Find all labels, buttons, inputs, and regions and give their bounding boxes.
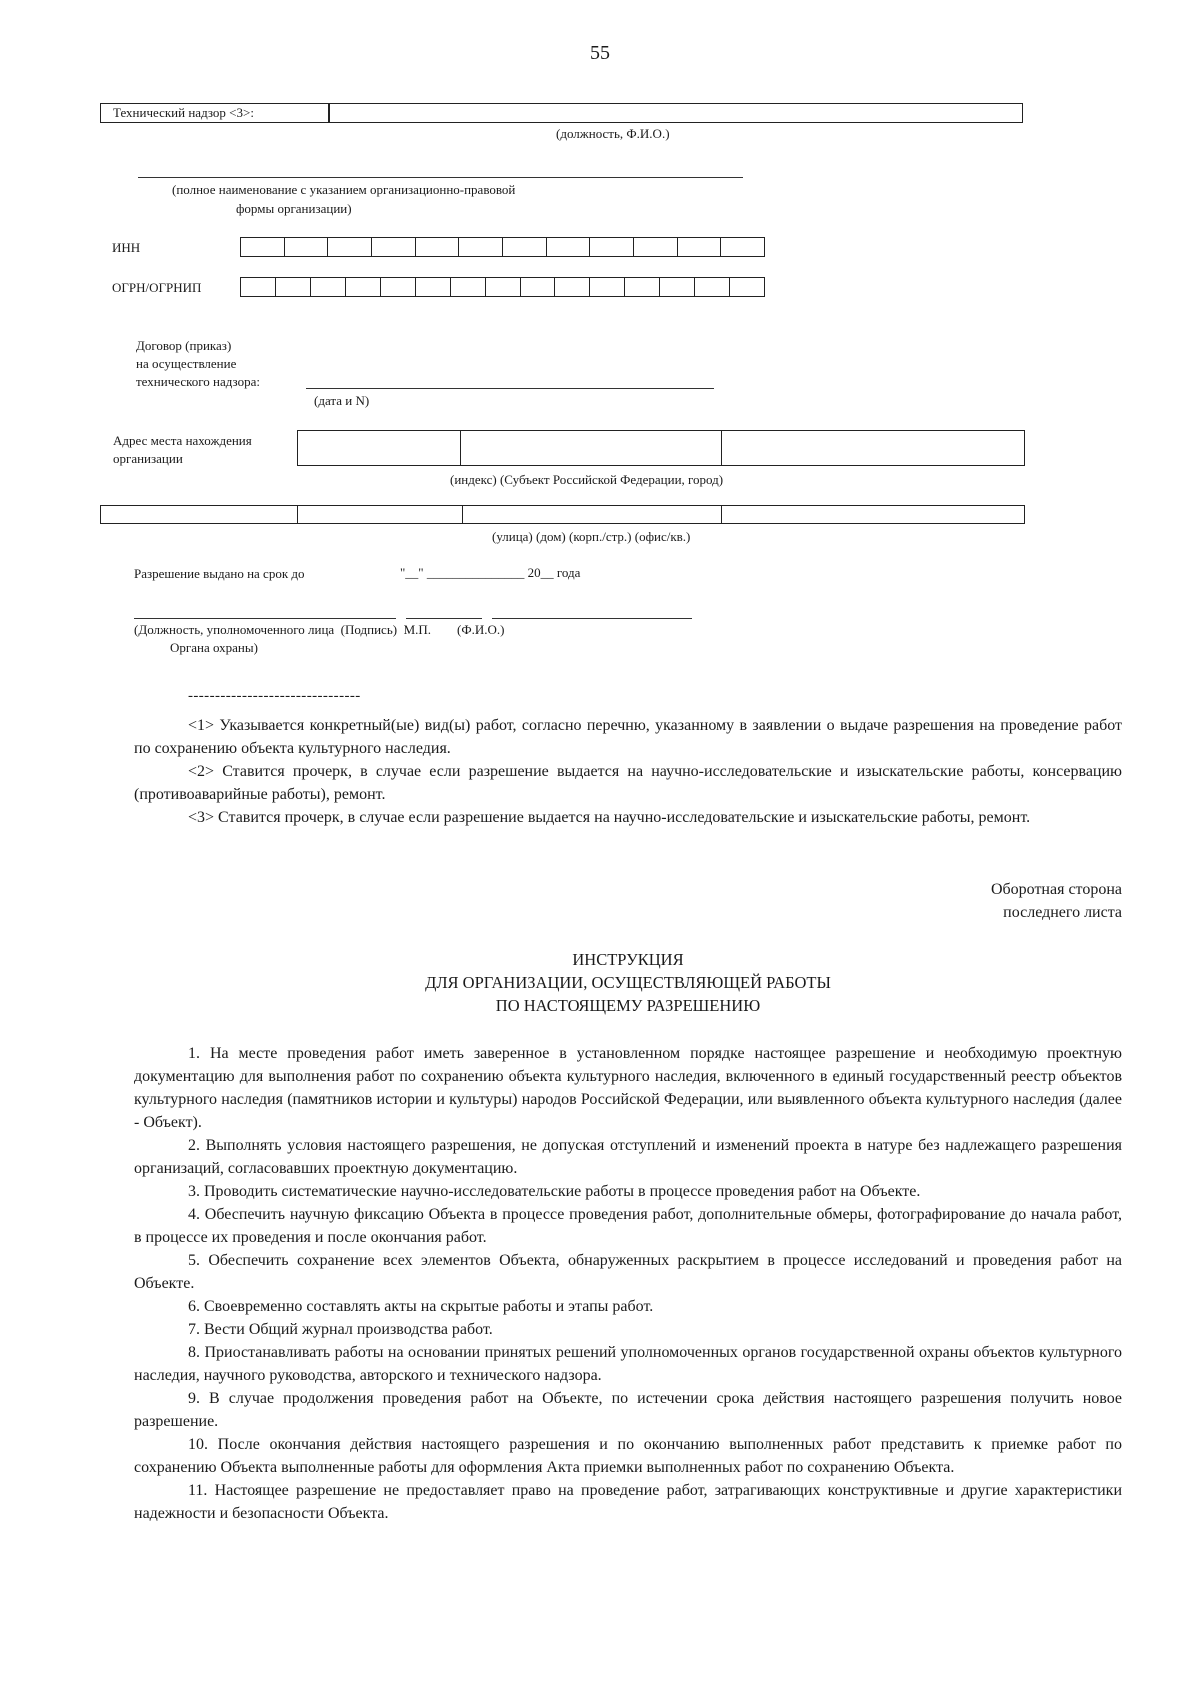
signature-line[interactable] [406, 618, 482, 619]
permit-term-date[interactable]: "__" _______________ 20__ года [400, 565, 581, 580]
instructions-list [134, 1042, 1122, 1525]
footnote-3: <3> Ставится прочерк, в случае если разрешение выдается на научно-исследовательские и изыскательские работы, ремонт. [188, 809, 1031, 826]
ogrn-cells[interactable] [240, 277, 765, 297]
address-building-field[interactable] [463, 506, 722, 523]
address-caption-1: (индекс) (Субъект Российской Федерации, город) [450, 472, 724, 487]
fio-line[interactable] [492, 618, 692, 619]
address-region-field[interactable] [461, 431, 722, 465]
instruction-item: 11. Настоящее разрешение не предоставляет право на проведение работ, затрагивающих конструктивные и другие характеристики надежности и безопасности Объекта. [134, 1482, 1122, 1522]
contract-label-line-2: на осуществление [136, 356, 237, 371]
address-house-field[interactable] [298, 506, 463, 523]
instruction-item: 2. Выполнять условия настоящего разрешения, не допуская отступлений и изменений проекта в натуре без надлежащего разрешения организаций, согласовавших проектную документацию. [134, 1137, 1122, 1177]
instruction-title-line-2: ДЛЯ ОРГАНИЗАЦИИ, ОСУЩЕСТВЛЯЮЩЕЙ РАБОТЫ [425, 973, 831, 992]
address-office-field[interactable] [722, 506, 1024, 523]
org-name-caption-1: (полное наименование с указанием организационно-правовой [172, 182, 516, 197]
reverse-side-line-2: последнего листа [1003, 904, 1122, 921]
address-city-field[interactable] [722, 431, 1024, 465]
permit-term-label: Разрешение выдано на срок до [134, 566, 305, 581]
contract-caption: (дата и N) [314, 393, 370, 408]
footnote-separator: -------------------------------- [188, 688, 361, 704]
inn-cells[interactable] [240, 237, 765, 257]
instruction-title-line-1: ИНСТРУКЦИЯ [572, 950, 684, 969]
reverse-side-note [991, 878, 1122, 924]
instruction-item: 8. Приостанавливать работы на основании принятых решений уполномоченных органов государственной охраны объектов культурного наследия, научного руководства, авторского и технического надзора. [134, 1344, 1122, 1384]
instruction-title [134, 948, 1122, 1017]
org-name-line [138, 177, 743, 178]
technical-supervision-label-box [100, 103, 330, 123]
instruction-item: 4. Обеспечить научную фиксацию Объекта в процессе проведения работ, дополнительные обмеры, фотографирование до начала работ, в процессе их проведения и после окончания работ. [134, 1206, 1122, 1246]
ogrn-label: ОГРН/ОГРНИП [112, 280, 202, 295]
technical-supervision-field[interactable] [328, 103, 1023, 123]
address-label-line-2: организации [113, 451, 183, 466]
reverse-side-line-1: Оборотная сторона [990, 881, 1122, 898]
instruction-item: 6. Своевременно составлять акты на скрытые работы и этапы работ. [188, 1298, 654, 1315]
instruction-item: 3. Проводить систематические научно-исследовательские работы в процессе проведения работ на Объекте. [188, 1183, 921, 1200]
signature-caption-1: (Должность, уполномоченного лица (Подпись) М.П. (Ф.И.О.) [134, 622, 505, 637]
address-caption-2: (улица) (дом) (корп./стр.) (офис/кв.) [492, 529, 691, 544]
address-label-line-1: Адрес места нахождения [113, 433, 252, 448]
contract-line[interactable] [306, 388, 714, 389]
instruction-item: 7. Вести Общий журнал производства работ. [188, 1321, 493, 1338]
footnote-1: <1> Указывается конкретный(ые) вид(ы) работ, согласно перечню, указанному в заявлении о выдаче разрешения на проведение работ по сохранению объекта культурного наследия. [134, 717, 1122, 757]
instruction-title-line-3: ПО НАСТОЯЩЕМУ РАЗРЕШЕНИЮ [495, 996, 761, 1015]
instruction-item: 1. На месте проведения работ иметь заверенное в установленном порядке настоящее разрешение и необходимую проектную документацию для выполнения работ по сохранению объекта культурного наследия, включенного в единый государственный реестр объектов культурного наследия (памятников истории и культуры) народов Российской Федерации, или выявленного объекта культурного наследия (далее - Объект). [134, 1045, 1122, 1131]
contract-label [136, 337, 260, 391]
footnote-2: <2> Ставится прочерк, в случае если разрешение выдается на научно-исследовательские и изыскательские работы, консервацию (противоаварийные работы), ремонт. [134, 763, 1122, 803]
inn-label: ИНН [112, 240, 141, 255]
address-city-fields[interactable] [297, 430, 1025, 466]
address-label [113, 432, 252, 468]
contract-label-line-3: технического надзора: [136, 374, 260, 389]
footnotes-block [134, 714, 1122, 829]
instruction-item: 10. После окончания действия настоящего разрешения и по окончанию выполненных работ представить к приемке работ по сохранению Объекта выполненные работы для оформления Акта приемки выполненных работ по сохранению Объекта. [134, 1436, 1122, 1476]
page-number: 55 [590, 42, 610, 64]
address-street-fields[interactable] [100, 505, 1025, 524]
contract-label-line-1: Договор (приказ) [136, 338, 232, 353]
org-name-caption-2: формы организации) [236, 201, 352, 216]
address-street-field[interactable] [101, 506, 298, 523]
address-index-field[interactable] [298, 431, 461, 465]
technical-supervision-caption: (должность, Ф.И.О.) [556, 126, 670, 141]
technical-supervision-label: Технический надзор <3>: [113, 105, 254, 120]
instruction-item: 9. В случае продолжения проведения работ на Объекте, по истечении срока действия настоящего разрешения получить новое разрешение. [134, 1390, 1122, 1430]
position-line[interactable] [134, 618, 396, 619]
instruction-item: 5. Обеспечить сохранение всех элементов Объекта, обнаруженных раскрытием в процессе исследований и проведения работ на Объекте. [134, 1252, 1122, 1292]
signature-caption-2: Органа охраны) [170, 640, 258, 655]
